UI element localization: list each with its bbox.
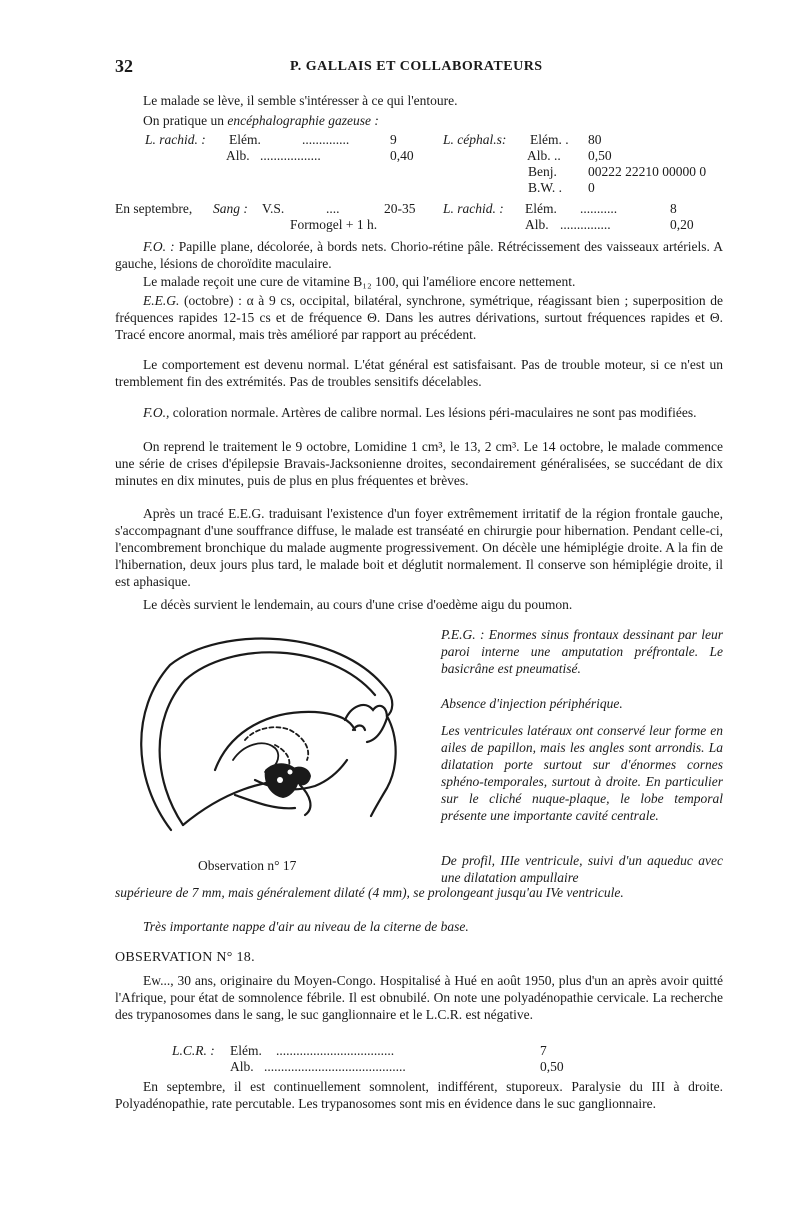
lcephal-alb-value: 0,50 <box>588 148 612 163</box>
vs-dots: .... <box>326 201 340 216</box>
lrachid-elem-label-2: Elém. <box>525 201 557 216</box>
peg-paragraph-5: Très importante nappe d'air au niveau de la citerne de base. <box>143 919 469 934</box>
lrachid-alb-label-2: Alb. <box>525 217 549 232</box>
eeg-hibernation-paragraph: Après un tracé E.E.G. traduisant l'existence d'un foyer extrêmement irritatif de la région frontale gauche, s'accompagnant d'une souffrance diffuse, le malade est transéaté en chirurgie pour hibernation. Pendant celle-ci, l'encombrement bronchique du malade augmente progressivement. On décèle une hémiplégie droite. A la fin de l'hibernation, deux jours plus tard, le malade boit et déglutit normalement. Il conserve son hémiplégie droite, il est aphasique. <box>115 506 723 589</box>
traitement-paragraph: On reprend le traitement le 9 octobre, Lomidine 1 cm³, le 13, 2 cm³. Le 14 octobre, le malade commence une série de crises d'épilepsie Bravais-Jacksonienne droites, secondairement généralisées, se succédant de dix minutes en dix minutes, puis de plus en plus fréquentes et brèves. <box>115 439 723 488</box>
lrachid-elem-dots-2: ........... <box>580 201 618 216</box>
observation-18-paragraph-1: Ew..., 30 ans, originaire du Moyen-Congo. Hospitalisé à Hué en août 1950, plus d'un an après avoir quitté l'Afrique, pour état de somnolence fébrile. Il est obnubilé. On note une polyadénopathie cervicale. La recherche des trypanosomes dans le sang, le suc ganglionnaire et le L.C.R. est négative. <box>115 973 723 1022</box>
eeg-paragraph <box>115 292 723 343</box>
intro-line-1: Le malade se lève, il semble s'intéresser à ce qui l'entoure. <box>143 93 458 108</box>
lcr-elem-value: 7 <box>540 1043 547 1058</box>
figure-caption: Observation n° 17 <box>198 858 297 873</box>
lrachid-alb-label-1: Alb. <box>226 148 250 163</box>
peg-paragraph-4: De profil, IIIe ventricule, suivi d'un aqueduc avec une dilatation ampullaire <box>441 853 723 885</box>
lcr-alb-label: Alb. <box>230 1059 254 1074</box>
vs-label: V.S. <box>262 201 285 216</box>
lcr-elem-label: Elém. <box>230 1043 262 1058</box>
comportement-paragraph: Le comportement est devenu normal. L'état général est satisfaisant. Pas de trouble moteur, si ce n'est un tremblement fin des extrémités. Pas de troubles sensitifs décelables. <box>115 357 723 389</box>
fo-label-2: F.O., <box>143 405 170 420</box>
fo-text-1: Papille plane, décolorée, à bords nets. Chorio-rétine pâle. Rétrécissement des vaisseaux artériels. A gauche, lésions de choroïdite maculaire. <box>115 239 723 271</box>
lrachid-alb-value-2: 0,20 <box>670 217 694 232</box>
lrachid-elem-dots-1: .............. <box>302 132 350 147</box>
intro-line-2-prefix: On pratique un <box>143 113 228 128</box>
fo-label-1: F.O. : <box>143 239 175 254</box>
intro-line-2 <box>115 112 723 129</box>
encephalogram-sketch <box>125 620 415 860</box>
lrachid-elem-value-1: 9 <box>390 132 397 147</box>
lcr-elem-dots: ................................... <box>276 1043 395 1058</box>
peg-paragraph-3: Les ventricules latéraux ont conservé leur forme en ailes de papillon, mais les angles sont arrondis. La dilatation porte surtout sur d'énormes cornes sphéno-temporales, surtout à droite. En particulier sur le cliché nuque-plaque, le lobe temporal présente une importante cavité centrale. <box>441 723 723 823</box>
lcephal-benj-label: Benj. <box>528 164 557 179</box>
running-head: P. GALLAIS ET COLLABORATEURS <box>290 59 543 74</box>
lrachid-alb-dots-1: .................. <box>260 148 321 163</box>
lcephal-elem-value: 80 <box>588 132 602 147</box>
sang-label: Sang : <box>213 201 248 216</box>
deces-paragraph: Le décès survient le lendemain, au cours d'une crise d'oedème aigu du poumon. <box>143 597 573 612</box>
lrachid-label-1: L. rachid. : <box>145 132 206 147</box>
peg-paragraph-1: P.E.G. : Enormes sinus frontaux dessinant par leur paroi interne une amputation préfrontale. Le basicrâne est pneumatisé. <box>441 627 723 676</box>
lcr-alb-value: 0,50 <box>540 1059 564 1074</box>
page-number: 32 <box>115 56 133 76</box>
fo-paragraph-1 <box>115 238 723 272</box>
observation-18-title: OBSERVATION N° 18. <box>115 950 255 965</box>
lcephal-elem-label: Elém. . <box>530 132 569 147</box>
lcephal-alb-label: Alb. .. <box>527 148 561 163</box>
lcephal-label: L. céphal.s: <box>443 132 507 147</box>
lrachid-elem-value-2: 8 <box>670 201 677 216</box>
septembre-prefix: En septembre, <box>115 201 193 216</box>
lcephal-bw-label: B.W. . <box>528 180 563 195</box>
vitamin-paragraph: Le malade reçoit une cure de vitamine B₁₂ 100, qui l'améliore encore nettement. <box>143 274 576 289</box>
peg-paragraph-2: Absence d'injection périphérique. <box>441 696 623 711</box>
lrachid-alb-value-1: 0,40 <box>390 148 414 163</box>
intro-line-2-italic: encéphalographie gazeuse : <box>227 113 379 128</box>
observation-18-paragraph-2: En septembre, il est continuellement somnolent, indifférent, stuporeux. Paralysie du III à droite. Polyadénopathie, rate percutable. Les trypanosomes sont mis en évidence dans le suc ganglionnaire. <box>115 1079 723 1111</box>
formogel: Formogel + 1 h. <box>290 217 378 232</box>
lrachid-alb-dots-2: ............... <box>560 217 611 232</box>
lrachid-label-2: L. rachid. : <box>443 201 504 216</box>
vs-value: 20-35 <box>384 201 416 216</box>
fo-text-2: coloration normale. Artères de calibre normal. Les lésions péri-maculaires ne sont pas modifiées. <box>169 405 697 420</box>
lcr-label: L.C.R. : <box>172 1043 215 1058</box>
fo-paragraph-2 <box>115 404 723 421</box>
peg-paragraph-4-continuation: supérieure de 7 mm, mais généralement dilaté (4 mm), se prolongeant jusqu'au IVe ventricule. <box>115 885 624 900</box>
eeg-text: (octobre) : α à 9 cs, occipital, bilatéral, synchrone, symétrique, réagissant bien ; superposition de fréquences rapides 12-15 cs et de fréquence Θ. Dans les autres dérivations, surtout fréquences rapides et Θ. Tracé encore anormal, mais très amélioré par rapport au précédent. <box>115 293 723 342</box>
lcr-alb-dots: .......................................... <box>264 1059 406 1074</box>
lrachid-elem-label-1: Elém. <box>229 132 261 147</box>
lcephal-bw-value: 0 <box>588 180 595 195</box>
eeg-label: E.E.G. <box>143 293 180 308</box>
lcephal-benj-value: 00222 22210 00000 0 <box>588 164 707 179</box>
